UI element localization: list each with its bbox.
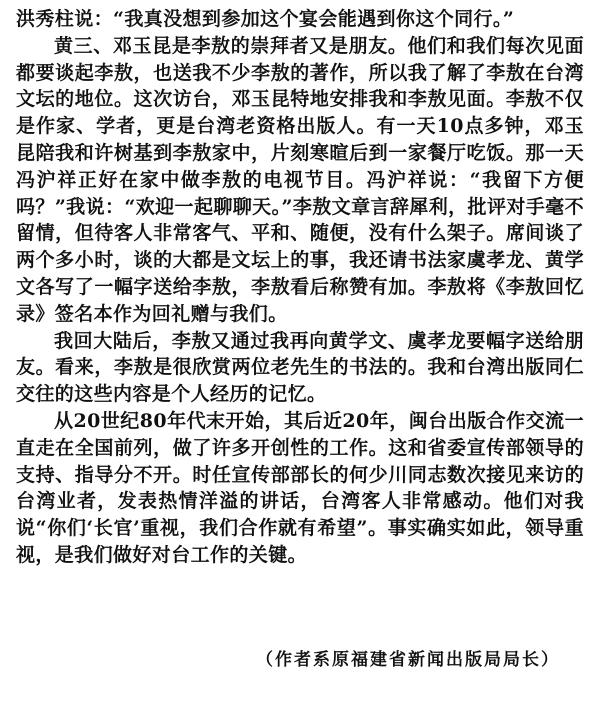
paragraph-3: 我回大陆后，李敖又通过我再向黄学文、虞孝龙要幅字送给朋友。看来，李敖是很欣赏两位老先生的书法的。我和台湾出版同仁交往的这些内容是个人经历的记忆。 [16, 329, 584, 406]
author-byline: （作者系原福建省新闻出版局局长） [256, 650, 560, 670]
article-body [16, 6, 584, 569]
paragraph-1: 洪秀柱说：“我真没想到参加这个宴会能遇到你这个同行。” [16, 8, 515, 30]
paragraph-4: 从20世纪80年代末开始，其后近20年，闽台出版合作交流一直走在全国前列，做了许多开创性的工作。这和省委宣传部领导的支持、指导分不开。时任宣传部部长的何少川同志数次接见来访的台湾业者，发表热情洋溢的讲话，台湾客人非常感动。他们对我说“你们‘长官’重视，我们合作就有希望”。事实确实如此，领导重视，是我们做好对台工作的关键。 [16, 409, 584, 566]
paragraph-2: 黄三、邓玉昆是李敖的崇拜者又是朋友。他们和我们每次见面都要谈起李敖，也送我不少李敖的著作，所以我了解了李敖在台湾文坛的地位。这次访台，邓玉昆特地安排我和李敖见面。李敖不仅是作家、学者，更是台湾老资格出版人。有一天10点多钟，邓玉昆陪我和许树基到李敖家中，片刻寒暄后到一家餐厅吃饭。那一天冯沪祥正好在家中做李敖的电视节目。冯沪祥说：“我留下方便吗？”我说：“欢迎一起聊聊天。”李敖文章言辞犀利，批评对手毫不留情，但待客人非常客气、平和、随便，没有什么架子。席间谈了两个多小时，谈的大都是文坛上的事，我还请书法家虞孝龙、黄学文各写了一幅字送给李敖，李敖看后称赞有加。李敖将《李敖回忆录》签名本作为回礼赠与我们。 [16, 34, 584, 325]
